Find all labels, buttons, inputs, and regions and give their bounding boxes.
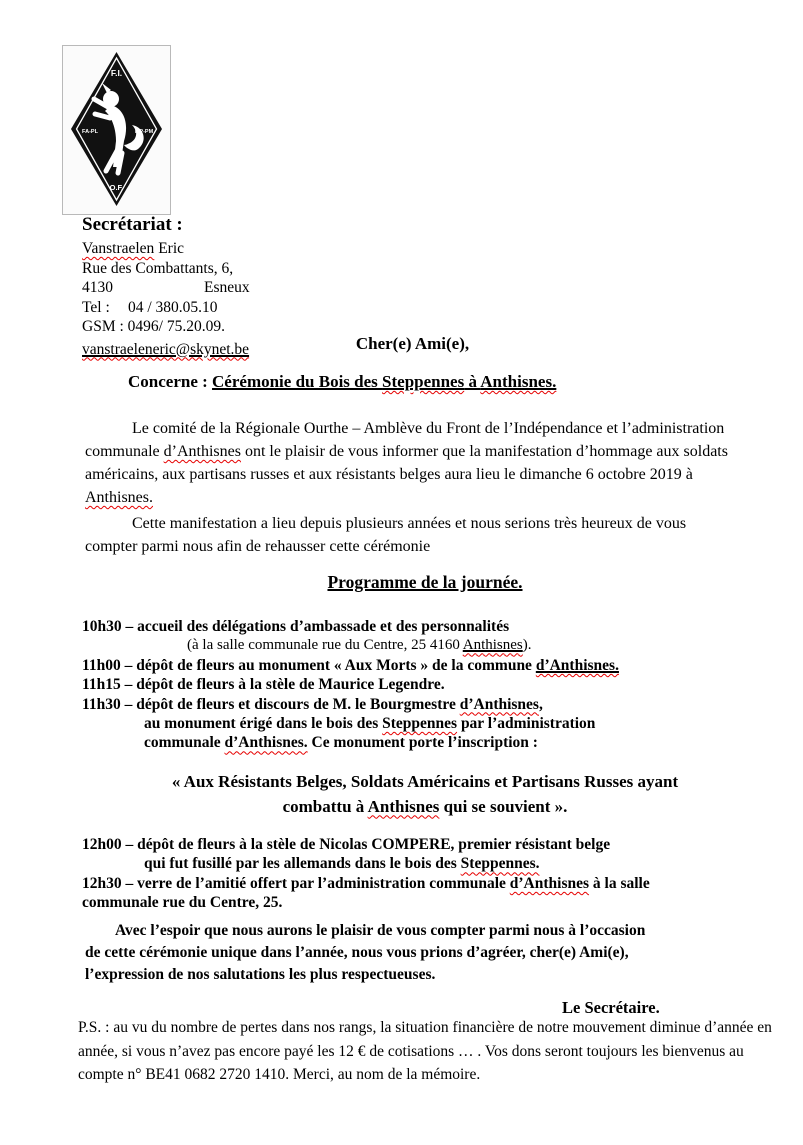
contact-gsm-line: GSM : 0496/ 75.20.09. <box>82 318 225 335</box>
intro-line2-a: communale <box>85 443 164 460</box>
subject-title-part1: Cérémonie du Bois des <box>212 372 383 391</box>
salutation: Cher(e) Ami(e), <box>355 334 470 353</box>
closing-line-2: de cette cérémonie unique dans l’année, nous vous prions d’agréer, cher(e) Ami(e), <box>85 944 629 961</box>
cont2-misspelled: d’Anthisnes. <box>224 734 308 752</box>
para2-line-2: compter parmi nous afin de rehausser cette cérémonie <box>85 538 431 555</box>
cont12-a: qui fut fusillé par les allemands dans le bois des <box>144 855 461 873</box>
logo-bottom-label: O.F. <box>109 183 124 192</box>
subject-title-word2: Anthisnes. <box>480 372 557 391</box>
secretariat-heading: Secrétariat : <box>82 214 183 235</box>
fi-diamond-lion-emblem <box>67 49 166 209</box>
program-item-12h30 <box>82 874 797 893</box>
program-item-11h30-cont-2 <box>82 733 797 752</box>
inscription-line2-a: combattu à <box>282 796 368 816</box>
subject-line <box>128 372 556 392</box>
contact-name-rest: Eric <box>154 240 185 257</box>
cont2-a: communale <box>144 734 225 752</box>
program-item-11h00 <box>82 656 797 675</box>
subject-title <box>212 372 556 391</box>
contact-tel-line <box>82 298 250 318</box>
program-item-11h15: 11h15 – dépôt de fleurs à la stèle de Maurice Legendre. <box>82 676 445 694</box>
program-item-12h30-cont: communale rue du Centre, 25. <box>82 894 283 912</box>
venue-part-a: (à la salle communale rue du Centre, 25 4160 <box>187 637 463 654</box>
subject-title-word1: Steppennes <box>382 372 465 391</box>
cont1-a: au monument érigé dans le bois des <box>144 715 383 733</box>
para2-line-1: Cette manifestation a lieu depuis plusieurs années et nous serions très heureux de vous <box>132 515 687 532</box>
cont1-c: par l’administration <box>457 715 596 733</box>
closing-line-3: l’expression de nos salutations les plus respectueuses. <box>85 966 436 983</box>
inscription-misspelled: Anthisnes <box>367 796 440 816</box>
intro-line4-misspelled: Anthisnes. <box>85 489 153 506</box>
item-11h30-c: , <box>538 695 543 713</box>
signature: Le Secrétaire. <box>562 998 660 1017</box>
contact-tel-label: Tel : <box>82 298 110 316</box>
inscription-line2-c: qui se souvient ». <box>439 796 568 816</box>
intro-paragraph <box>85 417 785 509</box>
programme-list-2 <box>82 835 797 913</box>
contact-tel-number: 04 / 380.05.10 <box>128 298 218 316</box>
logo-top-label: F.I. <box>110 68 123 78</box>
contact-city: Esneux <box>204 279 250 296</box>
contact-street: Rue des Combattants, 6, <box>82 259 234 277</box>
second-paragraph <box>85 512 785 558</box>
subject-title-part2: à <box>464 372 481 391</box>
logo-right-label: MP-PM <box>134 129 154 135</box>
program-item-11h30-cont-1 <box>82 714 797 733</box>
intro-line-1: Le comité de la Régionale Ourthe – Amblève du Front de l’Indépendance et l’administration <box>132 420 725 437</box>
item-11h00-underlined <box>536 657 619 674</box>
postscript-line-2: année, si vous n’avez pas encore payé les 12 € de cotisations … . Vos dons seront toujours les bienvenus au <box>78 1042 744 1060</box>
inscription-line-1: « Aux Résistants Belges, Soldats Américains et Partisans Russes ayant <box>171 772 679 791</box>
intro-line2-c: ont le plaisir de vous informer que la manifestation d’hommage aux soldats <box>240 443 728 460</box>
contact-city-line <box>82 278 250 298</box>
closing-line-1: Avec l’espoir que nous aurons le plaisir de vous compter parmi nous à l’occasion <box>115 922 646 939</box>
program-item-12h00-cont <box>82 854 797 873</box>
logo-left-label: FA-PL <box>82 129 98 135</box>
contact-postal-code: 4130 <box>82 279 113 296</box>
item-11h30-a: 11h30 – dépôt de fleurs et discours de M. le Bourgmestre <box>82 695 460 713</box>
postscript-line-3: compte n° BE41 0682 2720 1410. Merci, au nom de la mémoire. <box>78 1066 481 1084</box>
inscription-line-2 <box>85 795 765 820</box>
venue-part-c: ). <box>522 637 532 654</box>
venue-underlined <box>463 637 523 653</box>
postscript <box>78 1016 793 1087</box>
contact-name-misspelled: Vanstraelen <box>82 240 155 257</box>
item-12h30-c: à la salle <box>589 874 650 892</box>
program-item-12h00: 12h00 – dépôt de fleurs à la stèle de Nicolas COMPERE, premier résistant belge <box>82 836 611 853</box>
program-item-11h30 <box>82 695 797 714</box>
closing-paragraph <box>85 920 775 986</box>
item-11h30-misspelled: d’Anthisnes <box>459 695 539 713</box>
intro-line2-misspelled: d’Anthisnes <box>163 443 241 460</box>
cont12-misspelled: Steppennes. <box>460 855 540 873</box>
item-11h00-misspelled: d’Anthisnes. <box>535 656 619 674</box>
item-11h00-a: 11h00 – dépôt de fleurs au monument « Aux Morts » de la commune <box>82 656 536 674</box>
cont2-c: Ce monument porte l’inscription : <box>307 734 538 752</box>
cont1-misspelled: Steppennes <box>382 715 458 733</box>
intro-line-3: américains, aux partisans russes et aux résistants belges aura lieu le dimanche 6 octobre 2019 à <box>85 466 693 483</box>
programme-list <box>82 617 797 753</box>
item-12h30-a: 12h30 – verre de l’amitié offert par l’administration communale <box>82 874 510 892</box>
monument-inscription <box>85 770 765 819</box>
program-item-venue <box>82 636 797 655</box>
program-item-10h30: 10h30 – accueil des délégations d’ambassade et des personnalités <box>82 618 510 635</box>
intro-line-2 <box>85 440 785 463</box>
programme-heading <box>85 572 765 593</box>
item-12h30-misspelled: d’Anthisnes <box>509 874 590 892</box>
subject-label: Concerne : <box>128 372 213 391</box>
organization-logo <box>62 45 171 215</box>
postscript-line-1: P.S. : au vu du nombre de pertes dans nos rangs, la situation financière de notre mouvement diminue d’année en <box>78 1019 772 1036</box>
contact-email-link[interactable]: vanstraeleneric@skynet.be <box>82 340 250 358</box>
programme-heading-text: Programme de la journée. <box>327 572 523 592</box>
intro-line-4 <box>85 486 785 509</box>
contact-name <box>82 239 250 259</box>
venue-misspelled: Anthisnes <box>462 637 523 654</box>
